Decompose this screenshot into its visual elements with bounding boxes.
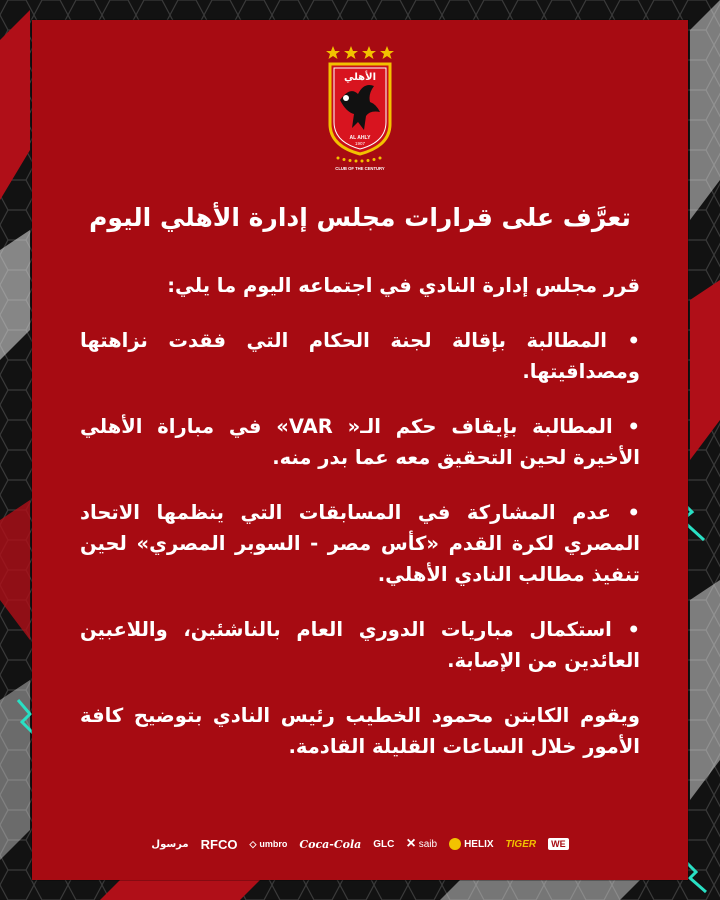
announcement-card	[32, 20, 688, 880]
crest-stars	[326, 46, 394, 59]
crest-founded: 1907	[354, 141, 366, 146]
umbro-logo-icon: ◇ umbro	[249, 838, 288, 849]
coca-cola-logo-icon: Coca-Cola	[299, 837, 362, 851]
closing-text: ويقوم الكابتن محمود الخطيب رئيس النادي بتوضيح كافة الأمور خلال الساعات القليلة القادمة.	[80, 704, 640, 758]
decision-item: • المطالبة بإقالة لجنة الحكام التي فقدت نزاهتها ومصداقيتها.	[80, 329, 640, 383]
decision-item: • المطالبة بإيقاف حكم الـ« VAR» في مباراة الأهلي الأخيرة لحين التحقيق معه عما بدر منه.	[80, 415, 640, 469]
announcement-body	[80, 270, 640, 786]
glc-logo-icon: GLC	[373, 838, 395, 850]
mrsool-logo-icon: مرسول	[151, 838, 189, 850]
shell-logo-icon: HELIX	[449, 838, 493, 850]
decision-item: • استكمال مباريات الدوري العام بالناشئين، واللاعبين العائدين من الإصابة.	[80, 618, 640, 672]
crest-name-ar: الأهلي	[343, 72, 377, 83]
we-logo-icon: WE	[548, 838, 569, 850]
saib-logo-icon: × saib	[406, 835, 438, 852]
crest-motto: CLUB OF THE CENTURY	[335, 166, 385, 171]
sponsors-bar	[32, 822, 688, 866]
rfco-logo-icon: RFCO	[200, 836, 238, 852]
decision-item: • عدم المشاركة في المسابقات التي ينظمها الاتحاد المصري لكرة القدم «كأس مصر - السوبر المصري» لحين تنفيذ مطالب النادي الأهلي.	[80, 501, 640, 586]
headline: تعرَّف على قرارات مجلس إدارة الأهلي اليوم	[89, 203, 631, 232]
intro-text: قرر مجلس إدارة النادي في اجتماعه اليوم ما يلي:	[167, 274, 640, 297]
tiger-logo-icon: TIGER	[505, 838, 537, 850]
crest-name-en: AL AHLY	[349, 135, 371, 141]
al-ahly-crest-icon	[324, 42, 396, 174]
